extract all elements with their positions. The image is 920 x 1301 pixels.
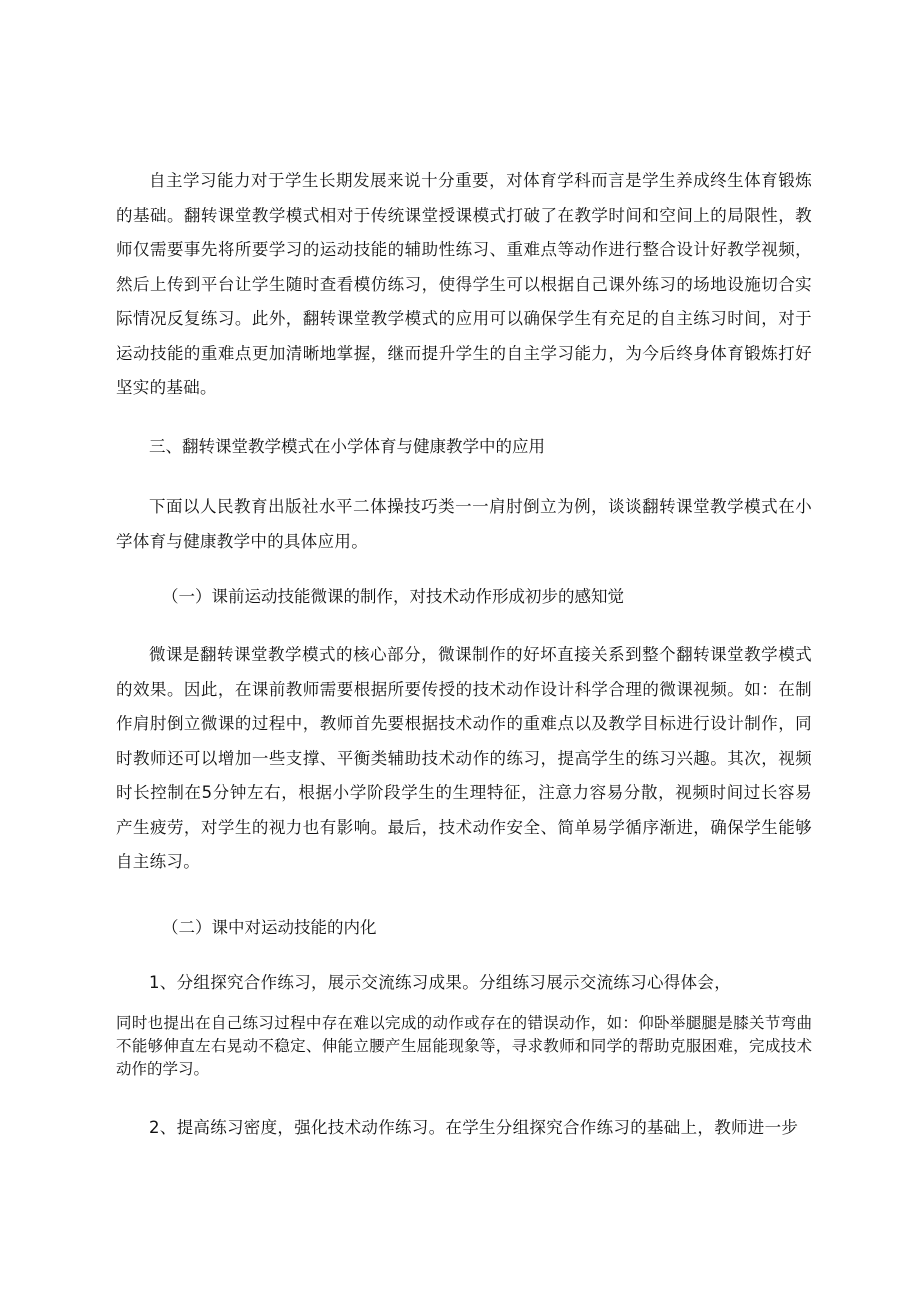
list-item-1-body: 同时也提出在自己练习过程中存在难以完成的动作或存在的错误动作，如：仰卧举腿腿是膝关节弯曲不能够伸直左右晃动不稳定、伸能立腰产生屈能现象等，寻求教师和同学的帮助克服困难，完成技术动作的学习。 [116,1014,812,1078]
section-heading-3: 三、翻转课堂教学模式在小学体育与健康教学中的应用 [149,437,545,456]
subsection-heading-1: （一）课前运动技能微课的制作，对技术动作形成初步的感知觉 [162,587,624,606]
list-item-1-title: 1、分组探究合作练习，展示交流练习成果。分组练习展示交流练习心得体会， [149,973,731,992]
subsection-heading-2: （二）课中对运动技能的内化 [162,918,377,937]
list-item-2: 2、提高练习密度，强化技术动作练习。在学生分组探究合作练习的基础上，教师进一步 [149,1118,799,1137]
paragraph-self-learning: 自主学习能力对于学生长期发展来说十分重要，对体育学科而言是学生养成终生体育锻炼的基础。翻转课堂教学模式相对于传统课堂授课模式打破了在教学时间和空间上的局限性，教师仅需要事先将所要学习的运动技能的辅助性练习、重难点等动作进行整合设计好教学视频，然后上传到平台让学生随时查看模仿练习，使得学生可以根据自己课外练习的场地设施切合实际情况反复练习。此外，翻转课堂教学模式的应用可以确保学生有充足的自主练习时间，对于运动技能的重难点更加清晰地掌握，继而提升学生的自主学习能力，为今后终身体育锻炼打好坚实的基础。 [116,171,812,397]
paragraph-micro-lesson: 微课是翻转课堂教学模式的核心部分，微课制作的好坏直接关系到整个翻转课堂教学模式的效果。因此，在课前教师需要根据所要传授的技术动作设计科学合理的微课视频。如：在制作肩肘倒立微课的过程中，教师首先要根据技术动作的重难点以及教学目标进行设计制作，同时教师还可以增加一些支撑、平衡类辅助技术动作的练习，提高学生的练习兴趣。其次，视频时长控制在5分钟左右，根据小学阶段学生的生理特征，注意力容易分散，视频时间过长容易产生疲劳，对学生的视力也有影响。最后，技术动作安全、简单易学循序渐进，确保学生能够自主练习。 [116,645,812,871]
paragraph-example: 下面以人民教育出版社水平二体操技巧类一一肩肘倒立为例，谈谈翻转课堂教学模式在小学体育与健康教学中的具体应用。 [116,497,812,551]
